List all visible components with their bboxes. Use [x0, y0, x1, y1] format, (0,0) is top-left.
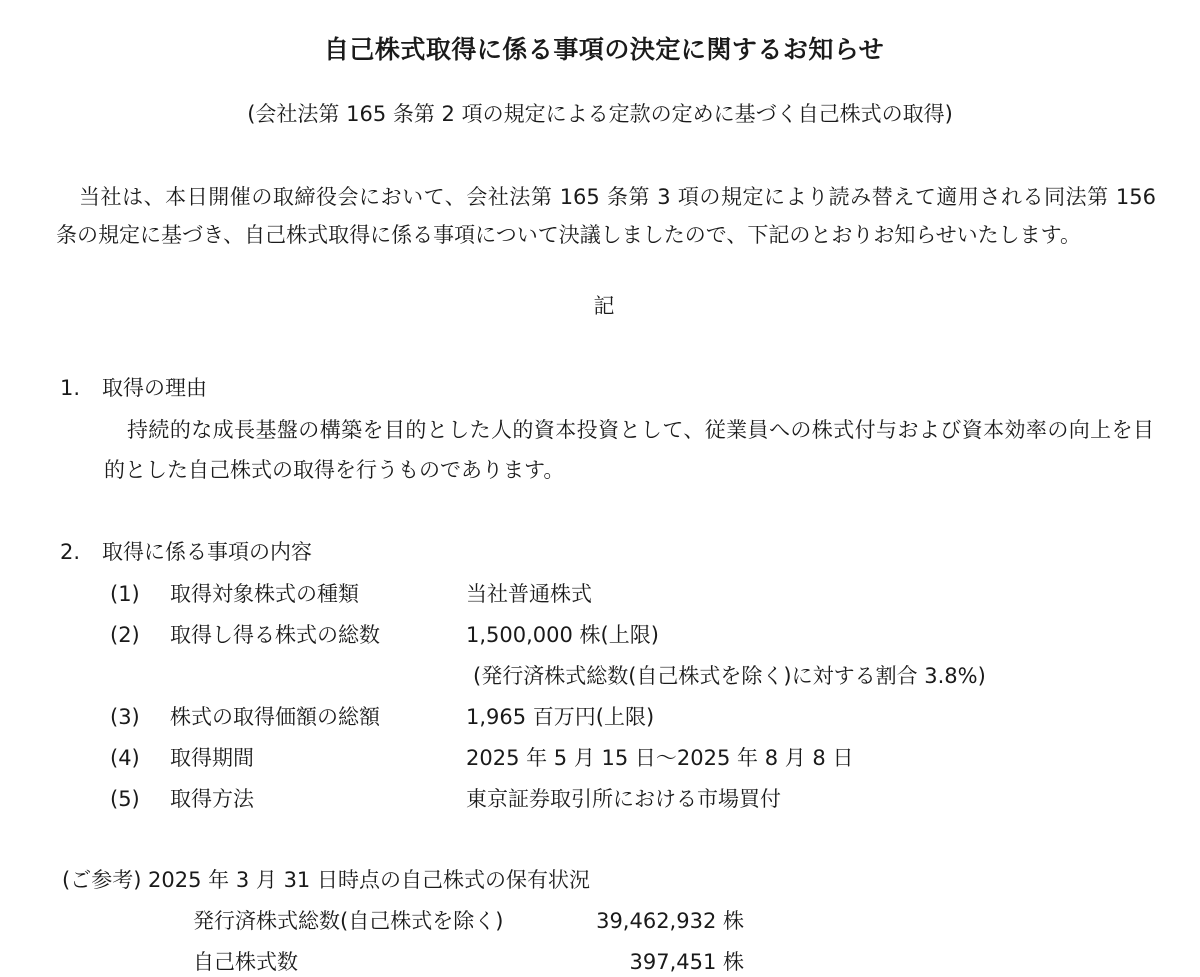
item-number: (1): [110, 582, 140, 606]
item-label: 取得し得る株式の総数: [170, 623, 380, 647]
item-label: 取得期間: [170, 746, 254, 770]
item-number: (3): [110, 705, 140, 729]
ki-heading: 記: [593, 294, 615, 318]
document-subtitle: (会社法第 165 条第 2 項の規定による定款の定めに基づく自己株式の取得): [247, 102, 953, 126]
item-value-2: 1,500,000 株(上限): [466, 623, 659, 647]
item-label: 株式の取得価額の総額: [170, 705, 380, 729]
item-label: 取得方法: [170, 787, 254, 811]
section-2-number: 2.: [60, 540, 81, 564]
section-1-title: 取得の理由: [102, 376, 207, 400]
item-value-4: 2025 年 5 月 15 日〜2025 年 8 月 8 日: [466, 746, 854, 770]
item-row-4: [110, 742, 254, 772]
item-value-2-note: (発行済株式総数(自己株式を除く)に対する割合 3.8%): [473, 664, 986, 688]
reference-heading: (ご参考) 2025 年 3 月 31 日時点の自己株式の保有状況: [62, 868, 590, 892]
item-value-1: 当社普通株式: [466, 582, 592, 606]
reference-value-issued: 39,462,932 株: [596, 909, 744, 933]
section-2-heading: [60, 536, 312, 566]
item-value-5: 東京証券取引所における市場買付: [466, 787, 781, 811]
item-number: (5): [110, 787, 140, 811]
item-value-3: 1,965 百万円(上限): [466, 705, 655, 729]
intro-paragraph: 当社は、本日開催の取締役会において、会社法第 165 条第 3 項の規定により読み替えて適用される同法第 156 条の規定に基づき、自己株式取得に係る事項について決議しましたので、下記のとおりお知らせいたします。: [56, 185, 1156, 247]
item-label: 取得対象株式の種類: [170, 582, 359, 606]
reference-value-treasury: 397,451 株: [629, 950, 744, 974]
item-number: (2): [110, 623, 140, 647]
document-title: 自己株式取得に係る事項の決定に関するお知らせ: [323, 35, 885, 64]
item-row-3: [110, 701, 380, 731]
section-1-number: 1.: [60, 376, 81, 400]
item-row-1: [110, 578, 359, 608]
reference-label-issued: 発行済株式総数(自己株式を除く): [193, 909, 504, 933]
reference-label-treasury: 自己株式数: [193, 950, 298, 974]
item-row-5: [110, 783, 254, 813]
section-1-body: 持続的な成長基盤の構築を目的とした人的資本投資として、従業員への株式付与および資本効率の向上を目的とした自己株式の取得を行うものであります。: [104, 418, 1154, 482]
item-number: (4): [110, 746, 140, 770]
section-1-heading: [60, 372, 207, 402]
section-2-title: 取得に係る事項の内容: [102, 540, 312, 564]
item-row-2: [110, 619, 380, 649]
